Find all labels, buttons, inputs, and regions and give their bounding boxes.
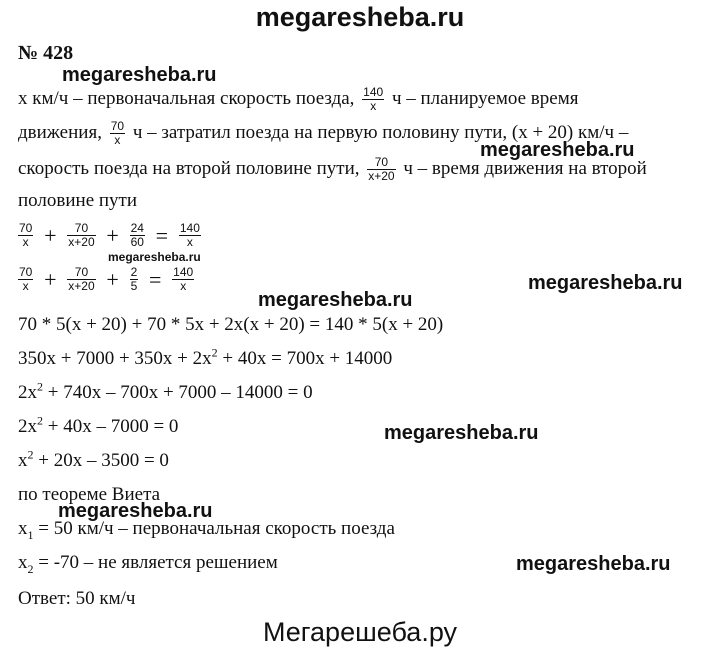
answer: Ответ: 50 км/ч [18, 588, 136, 609]
site-watermark-top: megaresheba.ru [255, 2, 465, 32]
equation-4: $350x + 7000 + 350x + 2x^2 + 40x = 700x + 14000$ [18, 345, 393, 369]
fraction-70-x20: $\frac{70}{x+20}$ [368, 155, 395, 183]
watermark: megaresheba.ru [58, 500, 213, 522]
vieta-text: по теореме Виета [18, 484, 161, 505]
site-brand-bottom: Мегарешеба.ру [262, 617, 458, 647]
text-line-3: скорость поезда на второй половине пути, $\frac{70}{x+20}$ ч – время движения на второй [18, 155, 647, 183]
watermark: megaresheba.ru [384, 422, 539, 444]
equation-2: $\frac{70}{x}$ + $\frac{70}{x+20}$ + $\frac{2}{5}$ = $\frac{140}{x}$ [19, 265, 194, 293]
equation-3: 70 * 5(x + 20) + 70 * 5x + 2x(x + 20) = 140 * 5(x + 20) [18, 314, 444, 335]
root-2: $x_2 = -70$ – не является решением [18, 552, 278, 576]
watermark: megaresheba.ru [62, 64, 217, 86]
watermark-small: megaresheba.ru [108, 250, 201, 264]
equation-6: $2x^2 + 40x - 7000 = 0$ [18, 413, 179, 437]
watermark: megaresheba.ru [480, 139, 635, 161]
watermark: megaresheba.ru [516, 553, 671, 575]
watermark: megaresheba.ru [258, 289, 413, 311]
fraction-140-x: $\frac{140}{x}$ [363, 85, 384, 113]
watermark: megaresheba.ru [528, 272, 683, 294]
equation-7: $x^2 + 20x - 3500 = 0$ [18, 447, 169, 471]
text-line-2: движения, $\frac{70}{x}$ ч – затратил поезда на первую половину пути, (x + 20) км/ч – [18, 119, 629, 147]
equation-1: $\frac{70}{x}$ + $\frac{70}{x+20}$ + $\frac{24}{60}$ = $\frac{140}{x}$ [19, 221, 200, 249]
text-line-1: x км/ч – первоначальная скорость поезда, $\frac{140}{x}$ ч – планируемое время [18, 85, 579, 113]
fraction-70-x: $\frac{70}{x}$ [110, 119, 125, 147]
text-line-4: половине пути [18, 190, 138, 211]
root-1: $x_1 = 50$ км/ч – первоначальная скорость поезда [18, 518, 395, 542]
equation-5: $2x^2 + 740x - 700x + 7000 - 14000 = 0$ [18, 379, 313, 403]
problem-number: № 428 [18, 42, 74, 64]
